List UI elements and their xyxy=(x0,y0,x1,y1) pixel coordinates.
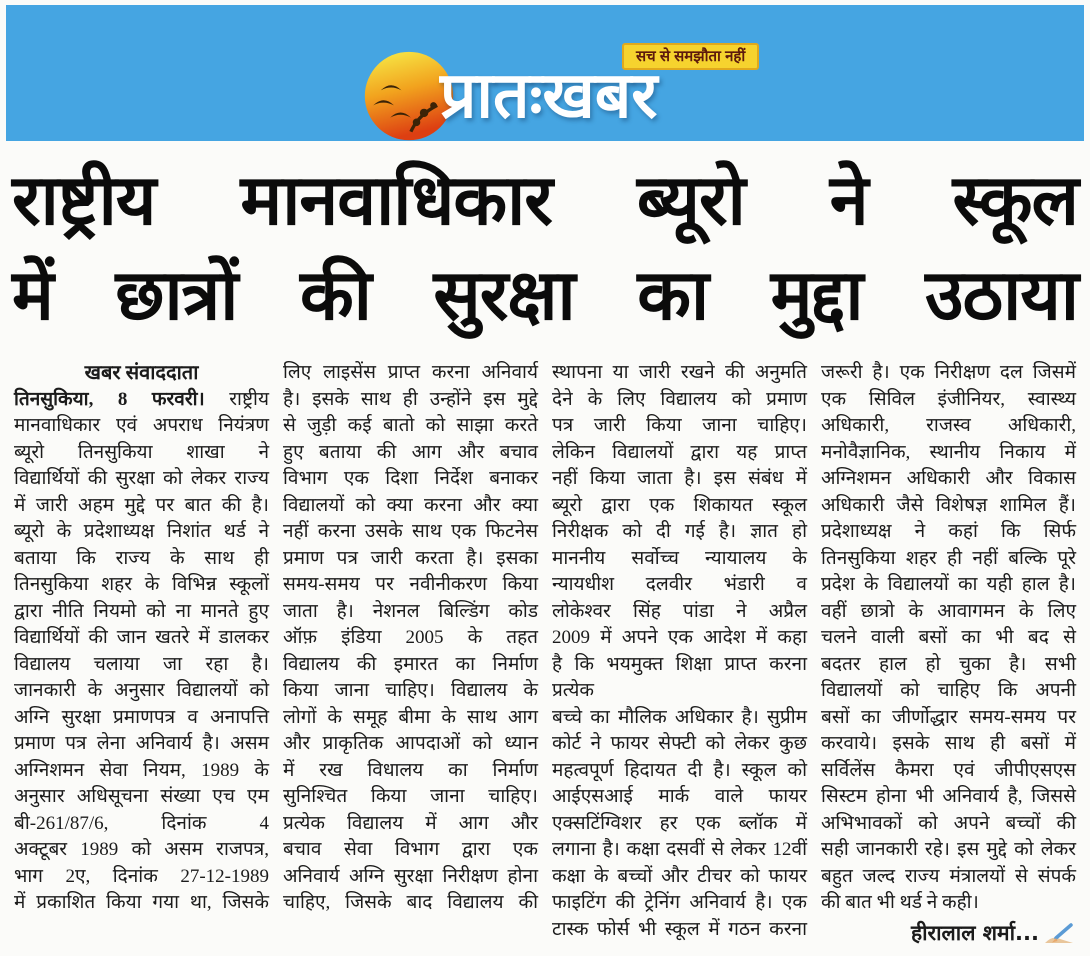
article-line: मानवाधिकार एवं अपराध नियंत्रण xyxy=(14,415,269,437)
article-line: अक्टूबर 1989 को असम राजपत्र, xyxy=(14,839,269,861)
article-line: टास्क फोर्स भी स्कूल में गठन करना xyxy=(552,918,807,940)
article-line: जरूरी है। एक निरीक्षण दल जिसमें xyxy=(821,362,1076,384)
article-line: की बात भी थर्ड ने कही। xyxy=(821,892,979,914)
article-line: है कि भयमुक्त शिक्षा प्राप्त करना प्रत्येक xyxy=(552,653,807,702)
pencil-icon xyxy=(1044,922,1074,944)
article-column-4 xyxy=(821,360,1076,946)
article-line: 2009 में अपने एक आदेश में कहा xyxy=(552,627,807,649)
headline xyxy=(12,153,1078,343)
article-line: किया जाना चाहिए। विद्यालय के xyxy=(283,680,538,702)
article-line: देने के लिए विद्यालय को प्रमाण xyxy=(552,388,807,410)
article-line: वहीं छात्रो के आवागमन के लिए xyxy=(821,600,1076,622)
article-line: अधिकारी जैसे विशेषज्ञ शामिल हैं। xyxy=(821,494,1076,516)
article-line: द्वारा नीति नियमो को ना मानते हुए xyxy=(14,600,269,622)
article-line: विद्यालयों को चाहिए कि अपनी xyxy=(821,680,1076,702)
article-line: नहीं करना उसके साथ एक फिटनेस xyxy=(283,521,538,543)
article-line: प्रत्येक विद्यालय में आग और xyxy=(283,812,538,834)
article-line: अभिभावकों को अपने बच्चों की xyxy=(821,812,1076,834)
article-line: एक्सटिंग्विशर हर एक ब्लॉक में xyxy=(552,812,807,834)
article-line: लोगों के समूह बीमा के साथ आग xyxy=(283,706,538,728)
headline-line-2: में छात्रों की सुरक्षा का मुद्दा उठाया xyxy=(12,254,1078,337)
article-line: जाता है। नेशनल बिल्डिंग कोड xyxy=(283,600,538,622)
article-line: अग्निशमन अधिकारी और विकास xyxy=(821,468,1076,490)
article-line: जानकारी के अनुसार विद्यालयों को xyxy=(14,680,269,702)
article-line: बहुत जल्द राज्य मंत्रालयों से संपर्क xyxy=(821,865,1076,887)
article-line: और प्राकृतिक आपदाओं को ध्यान xyxy=(283,733,538,755)
article-line: माननीय सर्वोच्च न्यायालय के xyxy=(552,547,807,569)
article-line: फाइटिंग की ट्रेनिंग अनिवार्य है। एक xyxy=(552,892,807,914)
article-column-3 xyxy=(552,360,807,946)
newspaper-logo xyxy=(362,49,657,143)
article-line: विद्यार्थियों की जान खतरे में डालकर xyxy=(14,627,269,649)
article-line: बसों का जीर्णोद्धार समय-समय पर xyxy=(821,706,1076,728)
article-line: बी-261/87/6, दिनांक 4 xyxy=(14,812,269,834)
article-line: है। इसके साथ ही उन्होंने इस मुद्दे xyxy=(283,388,538,410)
article-line: बच्चे का मौलिक अधिकार है। सुप्रीम xyxy=(552,706,807,728)
article-line: अनिवार्य अग्नि सुरक्षा निरीक्षण होना xyxy=(283,865,538,887)
article-line: एक सिविल इंजीनियर, स्वास्थ्य xyxy=(821,388,1076,410)
article-line: विद्यार्थियों की सुरक्षा को लेकर राज्य xyxy=(14,468,269,490)
headline-line-1: राष्ट्रीय मानवाधिकार ब्यूरो ने स्कूल xyxy=(12,159,1078,241)
article-line: पत्र जारी किया जाना चाहिए। xyxy=(552,415,807,437)
article-line: विद्यालय चलाया जा रहा है। xyxy=(14,653,269,675)
article-line: बताया कि राज्य के साथ ही xyxy=(14,547,269,569)
article-line: सिस्टम होना भी अनिवार्य है, जिससे xyxy=(821,786,1076,808)
article-line: नहीं किया जाता है। इस संबंध में xyxy=(552,468,807,490)
article-line: तिनसुकिया शहर ही नहीं बल्कि पूरे xyxy=(821,547,1076,569)
article-columns xyxy=(14,360,1076,946)
article-line: ब्यूरो तिनसुकिया शाखा ने xyxy=(14,441,269,463)
article-line: में प्रकाशित किया गया था, जिसके xyxy=(14,892,269,914)
article-line: कोर्ट ने फायर सेफ्टी को लेकर कुछ xyxy=(552,733,807,755)
article-line: विभाग एक दिशा निर्देश बनाकर xyxy=(283,468,538,490)
article-line: प्रमाण पत्र जारी करता है। इसका xyxy=(283,547,538,569)
article-column-2 xyxy=(283,360,538,946)
article-line: करवाये। इसके साथ ही बसों में xyxy=(821,733,1076,755)
masthead xyxy=(6,5,1084,141)
article-line: लेकिन विद्यालयों द्वारा यह प्राप्त xyxy=(552,441,807,463)
article-line: मनोवैज्ञानिक, स्थानीय निकाय में xyxy=(821,441,1076,463)
article-line: तिनसुकिया शहर के विभिन्न स्कूलों xyxy=(14,574,269,596)
article-line: लोकेश्वर सिंह पांडा ने अप्रैल xyxy=(552,600,807,622)
article-line: सही जानकारी रहे। इस मुद्दे को लेकर xyxy=(821,839,1076,861)
article-line: आईएसआई मार्क वाले फायर xyxy=(552,786,807,808)
article-line: विद्यालयों को क्या करना और क्या xyxy=(283,494,538,516)
article-line: अनुसार अधिसूचना संख्या एच एम xyxy=(14,786,269,808)
article-line: ब्यूरो के प्रदेशाध्यक्ष निशांत थर्ड ने xyxy=(14,521,269,543)
article-line: में रख विधालय का निर्माण xyxy=(283,759,538,781)
article-line: बचाव सेवा विभाग द्वारा एक xyxy=(283,839,538,861)
newspaper-clipping xyxy=(0,5,1090,956)
article-line: प्रमाण पत्र लेना अनिवार्य है। असम xyxy=(14,733,269,755)
article-column-1 xyxy=(14,360,269,946)
article-line: से जुड़ी कई बातो को साझा करते xyxy=(283,415,538,437)
article-line: चाहिए, जिसके बाद विद्यालय की xyxy=(283,892,538,914)
article-line: भाग 2ए, दिनांक 27-12-1989 xyxy=(14,865,269,887)
article-line: सुनिश्चित किया जाना चाहिए। xyxy=(283,786,538,808)
newspaper-title: प्रातःखबर xyxy=(440,59,658,133)
article-line: ब्यूरो द्वारा एक शिकायत स्कूल xyxy=(552,494,807,516)
reporter-label: खबर संवाददाता xyxy=(84,362,199,385)
article-line: अग्नि सुरक्षा प्रमाणपत्र व अनापत्ति xyxy=(14,706,269,728)
article-line: सर्विलेंस कैमरा एवं जीपीएसएस xyxy=(821,759,1076,781)
article-line: प्रदेश के विद्यालयों का यही हाल है। xyxy=(821,574,1076,596)
author-signoff xyxy=(821,917,1076,947)
article-line: न्यायधीश दलवीर भंडारी व xyxy=(552,574,807,596)
article-line: विद्यालय की इमारत का निर्माण xyxy=(283,653,538,675)
article-line: बदतर हाल हो चुका है। सभी xyxy=(821,653,1076,675)
article-line: चलने वाली बसों का भी बद से xyxy=(821,627,1076,649)
article-line: लिए लाइसेंस प्राप्त करना अनिवार्य xyxy=(283,362,538,384)
author-name: हीरालाल शर्मा... xyxy=(910,920,1039,945)
dateline: तिनसुकिया, 8 फरवरी। राष्ट्रीय xyxy=(14,388,269,410)
article-line: महत्वपूर्ण हिदायत दी है। स्कूल को xyxy=(552,759,807,781)
article-line: स्थापना या जारी रखने की अनुमति xyxy=(552,362,807,384)
article-line: प्रदेशाध्यक्ष ने कहां कि सिर्फ xyxy=(821,521,1076,543)
article-line: ऑफ़ इंडिया 2005 के तहत xyxy=(283,627,538,649)
article-line: अधिकारी, राजस्व अधिकारी, xyxy=(821,415,1076,437)
article-line: कक्षा के बच्चों और टीचर को फायर xyxy=(552,865,807,887)
article-line: समय-समय पर नवीनीकरण किया xyxy=(283,574,538,596)
tagline-text: सच से समझौता नहीं xyxy=(636,48,746,65)
article-line: अग्निशमन सेवा नियम, 1989 के xyxy=(14,759,269,781)
article-line: निरीक्षक को दी गई है। ज्ञात हो xyxy=(552,521,807,543)
article-line: में जारी अहम मुद्दे पर बात की है। xyxy=(14,494,269,516)
article-line: लगाना है। कक्षा दसवीं से लेकर 12वीं xyxy=(552,839,807,861)
article-line: हुए बताया की आग और बचाव xyxy=(283,441,538,463)
